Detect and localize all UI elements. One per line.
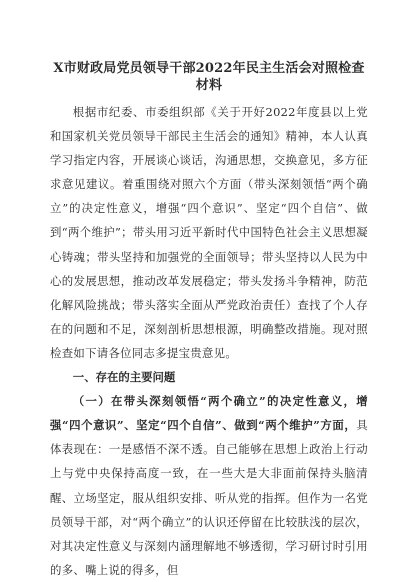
intro-paragraph: 根据市纪委、市委组织部《关于开好2022年度县以上党和国家机关党员领导干部民主生活会的通知》精神，本人认真学习指定内容，开展谈心谈话，沟通思想，交换意见，多方征求意见建议。着重围绕对照六个方面（带头深刻领悟“两个确立”的决定性意义，增强“四个意识”、坚定“四个自信”、做到“两个维护”；带头用习近平新时代中国特色社会主义思想凝心铸魂；带头坚持和加强党的全面领导；带头坚持以人民为中心的发展思想，推动改革发展稳定；带头发扬斗争精神，防范化解风险挑战；带头落实全面从严党政治责任）查找了个人存在的问题和不足，深刻剖析思想根源，明确整改措施。现对照检查如下请各位同志多提宝贵意见。	[50, 105, 368, 360]
section-heading: 一、存在的主要问题	[72, 370, 176, 385]
document-title: X市财政局党员领导干部2022年民主生活会对照检查材料	[53, 61, 365, 93]
subsection-paragraph	[50, 389, 368, 582]
subsection-text: 具体表现在：一是感悟不深不透。自己能够在思想上政治上行动上与党中央保持高度一致，在一些大是大非面前保持头脑清醒、立场坚定，服从组织安排、听从党的指挥。但作为一名党员领导干部，对“两个确立”的认识还停留在比较肤浅的层次，对其决定性意义与深刻内涵理解地不够透彻，学习研讨时引用的多、嘴上说的得多，但	[50, 418, 368, 577]
subsection-heading: （一）在带头深刻领悟“两个确立”的决定性意义，增强“四个意识”、坚定“四个自信”、做到“两个维护”方面，	[50, 394, 368, 433]
